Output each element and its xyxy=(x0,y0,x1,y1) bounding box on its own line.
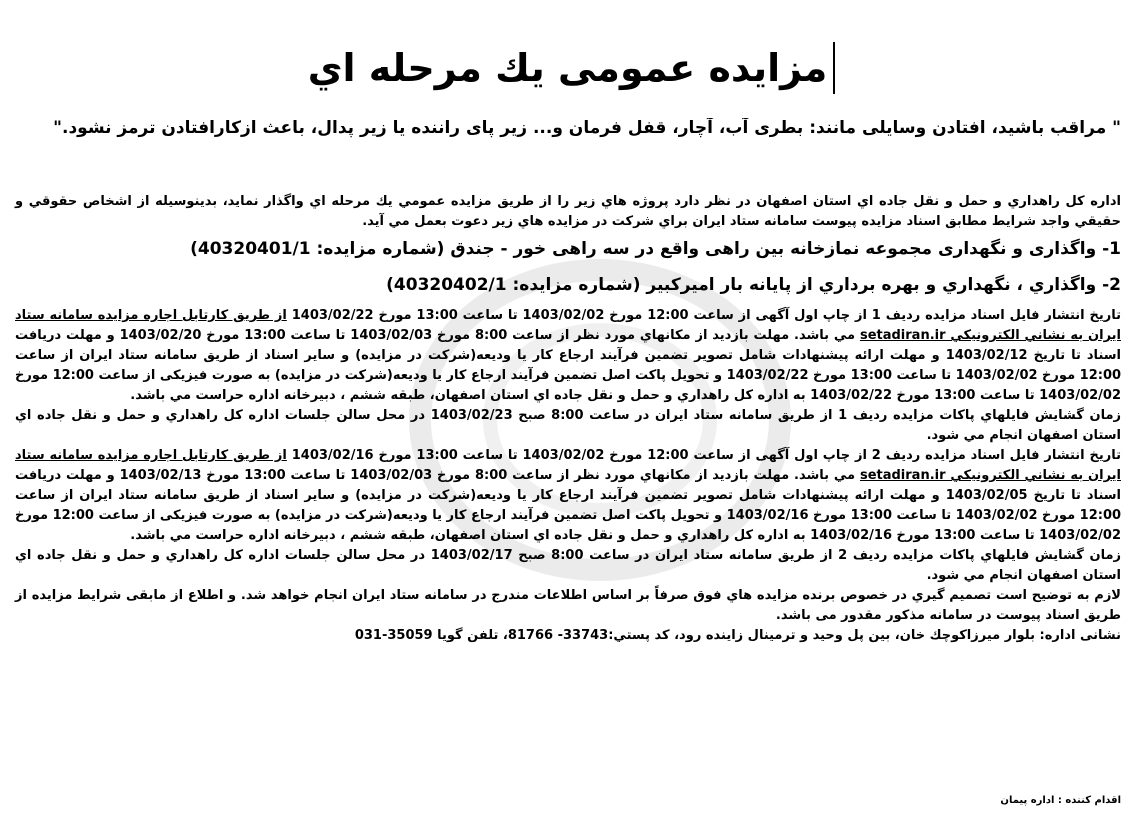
intro-paragraph: اداره كل راهداري و حمل و نقل جاده اي استان اصفهان در نظر دارد پروژه هاي زير را از طريق مزايده عمومي يك مرحله اي واگذار نمايد، بدينوسيله از اشخاص حقوقي و حقيقي واجد شرايط مطابق اسناد مزايده پيوست سامانه ستاد ايران براي شركت در مزايده هاي زير دعوت بعمل مي آيد. xyxy=(15,194,1121,229)
auction-item-1: 1- واگذاری و نگهداری مجموعه نمازخانه بين راهی واقع در سه راهی خور - جندق (شماره مزايده: 40320401/1) xyxy=(190,239,1121,259)
schedule-2-dates xyxy=(15,446,1121,546)
schedule-item-2 xyxy=(15,446,1121,586)
schedule-2-deadlines: مي باشد. مهلت بازديد از مكانهاي مورد نظر از ساعت 8:00 مورخ 1403/02/03 تا ساعت 13:00 مورخ 1403/02/13 و مهلت دريافت اسناد تا تاريخ 1403/02/05 و مهلت ارائه پيشنهادات شامل تصوير تضمين فرآيند ارجاع كار يا وديعه(شركت در مزايده) و ساير اسناد از طريق سامانه ستاد ايران از ساعت 12:00 مورخ 1403/02/02 تا ساعت 13:00 مورخ 1403/02/16 و تحويل پاكت اصل تضمين فرآيند ارجاع كار يا وديعه(شركت در مزايده) به صورت فيزيكی از ساعت 12:00 مورخ 1403/02/02 تا ساعت 13:00 مورخ 1403/02/16 به اداره كل راهداري و حمل و نقل جاده اي استان اصفهان، طبقه ششم ، دبيرخانه اداره حراست مي باشد. xyxy=(15,468,1122,543)
schedule-1-deadlines: مي باشد. مهلت بازديد از مكانهاي مورد نظر از ساعت 8:00 مورخ 1403/02/03 تا ساعت 13:00 مورخ 1403/02/20 و مهلت دريافت اسناد تا تاريخ 1403/02/12 و مهلت ارائه پيشنهادات شامل تصوير تضمين فرآيند ارجاع كار يا وديعه(شركت در مزايده) و ساير اسناد از طريق سامانه ستاد ايران از ساعت 12:00 مورخ 1403/02/02 تا ساعت 13:00 مورخ 1403/02/22 و تحويل پاكت اصل تضمين فرآيند ارجاع كار يا وديعه(شركت در مزايده) به صورت فيزيكی از ساعت 12:00 مورخ 1403/02/02 تا ساعت 13:00 مورخ 1403/02/22 به اداره كل راهداري و حمل و نقل جاده اي استان اصفهان، طبقه ششم ، دبيرخانه اداره حراست مي باشد. xyxy=(15,328,1122,403)
schedule-1-portal-link[interactable]: از طريق كارتابل اجاره مزايده سامانه ستاد ايران به نشاني الكترونيكي setadiran.ir xyxy=(15,308,1122,343)
schedule-1-dates xyxy=(15,306,1121,406)
prepared-by: اقدام كننده : اداره پيمان xyxy=(1000,795,1121,806)
auction-item-2: 2- واگذاري ، نگهداري و بهره برداري از پايانه بار اميركبير (شماره مزايده: 40320402/1) xyxy=(386,275,1121,295)
schedule-1-publish: تاريخ انتشار فايل اسناد مزايده رديف 1 از چاپ اول آگهی از ساعت 12:00 مورخ 1403/02/02 تا ساعت 13:00 مورخ 1403/02/22 xyxy=(291,308,1122,323)
page-title: مزايده عمومی يك مرحله اي xyxy=(302,42,836,94)
decision-note: لازم به توضيح است تصميم گيري در خصوص برنده مزايده هاي فوق صرفاً بر اساس اطلاعات مندرج در سامانه ستاد ايران انجام خواهد شد. و اطلاع از مابقی شرايط مزايده از طريق اسناد پيوست در سامانه مذكور مقدور می باشد. xyxy=(15,588,1121,623)
document-body xyxy=(15,192,1121,646)
schedule-item-1 xyxy=(15,306,1121,446)
schedule-2-publish: تاريخ انتشار فايل اسناد مزايده رديف 2 از چاپ اول آگهی از ساعت 12:00 مورخ 1403/02/02 تا ساعت 13:00 مورخ 1403/02/16 xyxy=(291,448,1122,463)
safety-warning: " مراقب باشيد، افتادن وسايلی مانند: بطری آب، آچار، قفل فرمان و... زير پای راننده يا زير پدال، باعث ازكارافتادن ترمز نشود." xyxy=(53,118,1121,138)
schedule-2-opening: زمان گشايش فايلهاي پاكات مزايده رديف 2 از طريق سامانه ستاد ايران در ساعت 8:00 صبح 1403/02/17 در محل سالن جلسات اداره كل راهداري و حمل و نقل جاده اي استان اصفهان انجام مي شود. xyxy=(15,548,1121,583)
title-container xyxy=(0,42,1137,94)
schedule-1-opening: زمان گشايش فايلهاي پاكات مزايده رديف 1 از طريق سامانه ستاد ايران در ساعت 8:00 صبح 1403/02/23 در محل سالن جلسات اداره كل راهداري و حمل و نقل جاده اي استان اصفهان انجام مي شود. xyxy=(15,408,1121,443)
schedule-2-portal-link[interactable]: از طريق كارتابل اجاره مزايده سامانه ستاد ايران به نشاني الكترونيكي setadiran.ir xyxy=(15,448,1122,483)
office-address: نشانی اداره: بلوار ميرزاكوچك خان، بين پل وحيد و ترمينال زاينده رود، كد پستي:33743- 81766، تلفن گويا 35059-031 xyxy=(354,628,1121,643)
